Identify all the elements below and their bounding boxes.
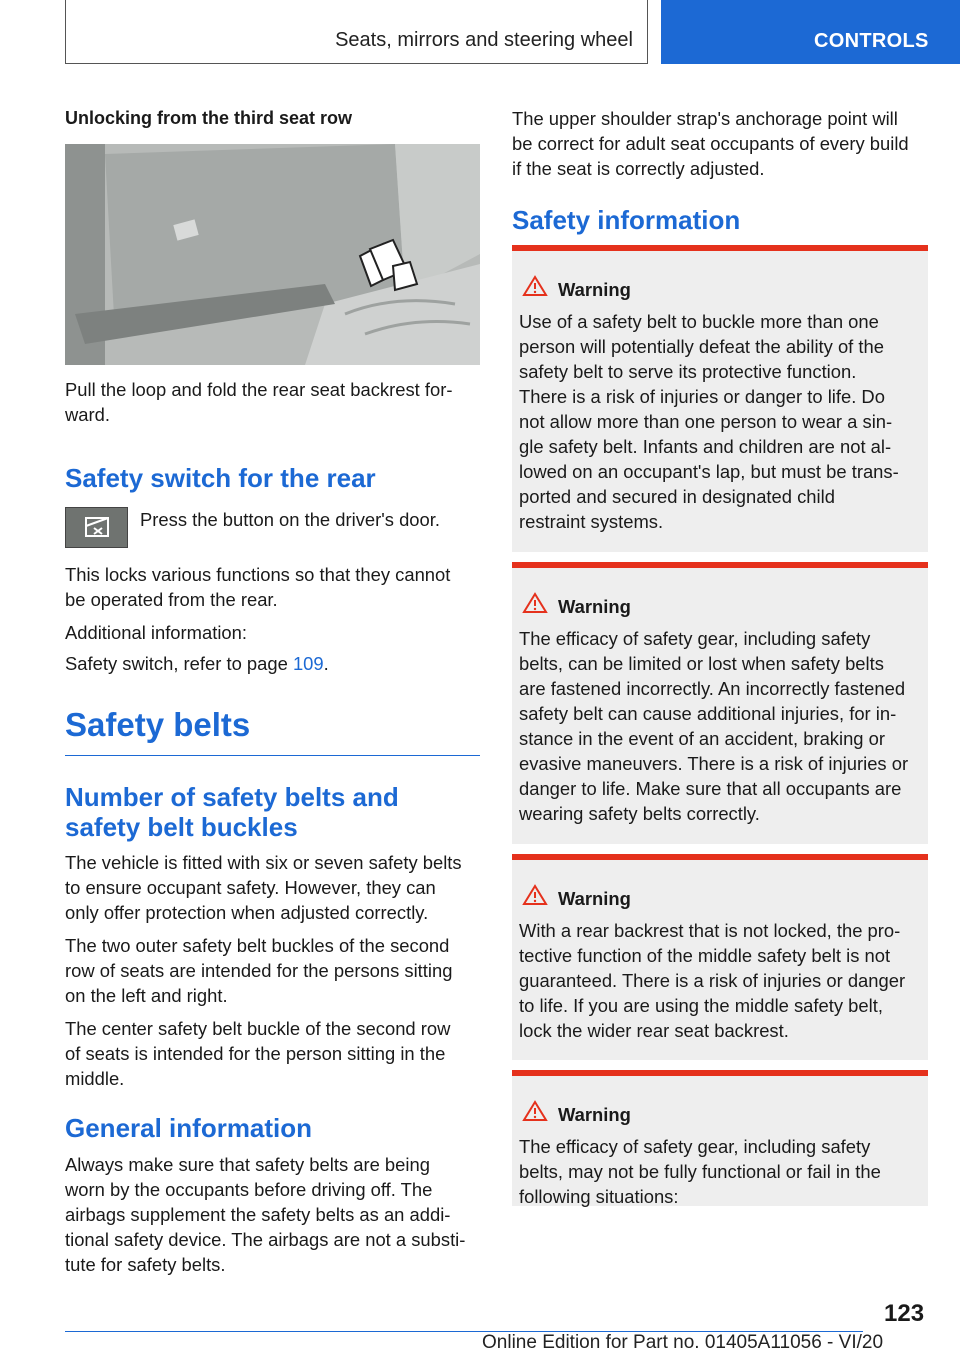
warning-line: person will potentially defeat the ability of the (519, 336, 884, 357)
para-3-line-3: middle. (65, 1068, 125, 1089)
warning-box-3 (512, 854, 928, 1060)
para-4-line-1: Always make sure that safety belts are being (65, 1154, 430, 1175)
warning-line: tective function of the middle safety belt is not (519, 945, 891, 966)
warning-line: belts, can be limited or lost when safety belts (519, 653, 884, 674)
intro-line-3: if the seat is correctly adjusted. (512, 158, 765, 179)
reference-page-link[interactable]: 109 (292, 653, 324, 674)
para-1-line-1: The vehicle is fitted with six or seven safety belts (65, 852, 462, 873)
warning-line: lowed on an occupant's lap, but must be trans- (519, 461, 899, 482)
unlock-heading: Unlocking from the third seat row (65, 108, 353, 128)
warning-body (519, 918, 927, 1043)
header-chapter-tab[interactable] (661, 0, 960, 64)
warning-title: Warning (558, 596, 631, 617)
section-rule (65, 755, 480, 756)
warning-line: to life. If you are using the middle safety belt, (519, 995, 883, 1016)
warning-line: gle safety belt. Infants and children are not al- (519, 436, 892, 457)
warning-title: Warning (558, 1104, 631, 1125)
para-1-line-2: to ensure occupant safety. However, they can (65, 877, 436, 898)
header-section-box (65, 0, 648, 64)
warning-line: The efficacy of safety gear, including safety (519, 628, 871, 649)
warning-line: stance in the event of an accident, braking or (519, 728, 885, 749)
locks-text-line-1: This locks various functions so that they cannot (65, 564, 451, 585)
photo-caption-line-2: ward. (65, 404, 110, 425)
additional-info-label: Additional information: (65, 622, 247, 643)
safety-switch-heading: Safety switch for the rear (65, 463, 376, 493)
warning-line: Use of a safety belt to buckle more than one (519, 311, 879, 332)
number-heading-line-2: safety belt buckles (65, 812, 298, 842)
para-2-line-2: row of seats are intended for the persons sitting (65, 960, 453, 981)
intro-line-2: be correct for adult seat occupants of every build (512, 133, 909, 154)
warning-title: Warning (558, 888, 631, 909)
warning-line: safety belt to serve its protective function. (519, 361, 857, 382)
para-2-line-1: The two outer safety belt buckles of the second (65, 935, 450, 956)
warning-line: wearing safety belts correctly. (519, 803, 760, 824)
para-4-line-5: tute for safety belts. (65, 1254, 226, 1275)
warning-line: ported and secured in designated child (519, 486, 835, 507)
warning-triangle-icon (522, 592, 548, 614)
warning-line: restraint systems. (519, 511, 664, 532)
warning-triangle-icon (522, 1100, 548, 1122)
warning-line: safety belt can cause additional injuries, for in- (519, 703, 897, 724)
number-heading-line-1: Number of safety belts and (65, 782, 399, 812)
photo-caption-line-1: Pull the loop and fold the rear seat backrest for- (65, 379, 453, 400)
header-section-title: Seats, mirrors and steering wheel (335, 29, 633, 51)
para-3-line-1: The center safety belt buckle of the second row (65, 1018, 451, 1039)
warning-body (519, 1134, 927, 1209)
warning-body (519, 626, 927, 826)
seat-backrest-photo (65, 144, 480, 365)
warning-line: following situations: (519, 1186, 679, 1207)
warning-line: not allow more than one person to wear a sin- (519, 411, 893, 432)
intro-line-1: The upper shoulder strap's anchorage point will (512, 108, 898, 129)
para-3-line-2: of seats is intended for the person sitting in the (65, 1043, 446, 1064)
general-info-heading: General information (65, 1113, 313, 1143)
warning-line: guaranteed. There is a risk of injuries or danger (519, 970, 906, 991)
para-4-line-4: tional safety device. The airbags are not a substi- (65, 1229, 466, 1250)
warning-line: are fastened incorrectly. An incorrectly fastened (519, 678, 906, 699)
warning-title: Warning (558, 279, 631, 300)
warning-box-4 (512, 1070, 928, 1206)
safety-information-heading: Safety information (512, 205, 741, 235)
reference-end: . (323, 653, 329, 674)
page-number: 123 (884, 1300, 925, 1327)
para-1-line-3: only offer protection when adjusted correctly. (65, 902, 429, 923)
warning-line: lock the wider rear seat backrest. (519, 1020, 789, 1041)
warning-line: There is a risk of injuries or danger to life. Do (519, 386, 885, 407)
locks-text-line-2: be operated from the rear. (65, 589, 278, 610)
warning-body (519, 309, 927, 534)
footer-edition: Online Edition for Part no. 01405A11056 - VI/20 (482, 1332, 884, 1353)
safety-belts-heading: Safety belts (65, 706, 251, 743)
para-2-line-3: on the left and right. (65, 985, 228, 1006)
warning-triangle-icon (522, 275, 548, 297)
reference-text: Safety switch, refer to page (65, 653, 293, 674)
warning-line: With a rear backrest that is not locked, the pro- (519, 920, 901, 941)
warning-line: danger to life. Make sure that all occupants are (519, 778, 902, 799)
warning-triangle-icon (522, 884, 548, 906)
child-lock-button-icon (65, 507, 128, 548)
para-4-line-3: airbags supplement the safety belts as an addi- (65, 1204, 451, 1225)
warning-line: The efficacy of safety gear, including safety (519, 1136, 871, 1157)
warning-line: evasive maneuvers. There is a risk of injuries or (519, 753, 909, 774)
safety-switch-reference (65, 651, 329, 676)
warning-line: belts, may not be fully functional or fail in the (519, 1161, 881, 1182)
warning-box-1 (512, 245, 928, 552)
warning-box-2 (512, 562, 928, 844)
header-chapter-label: CONTROLS (814, 30, 929, 52)
para-4-line-2: worn by the occupants before driving off. The (65, 1179, 433, 1200)
press-button-text: Press the button on the driver's door. (140, 509, 440, 530)
seat-photo-illustration (65, 144, 480, 365)
